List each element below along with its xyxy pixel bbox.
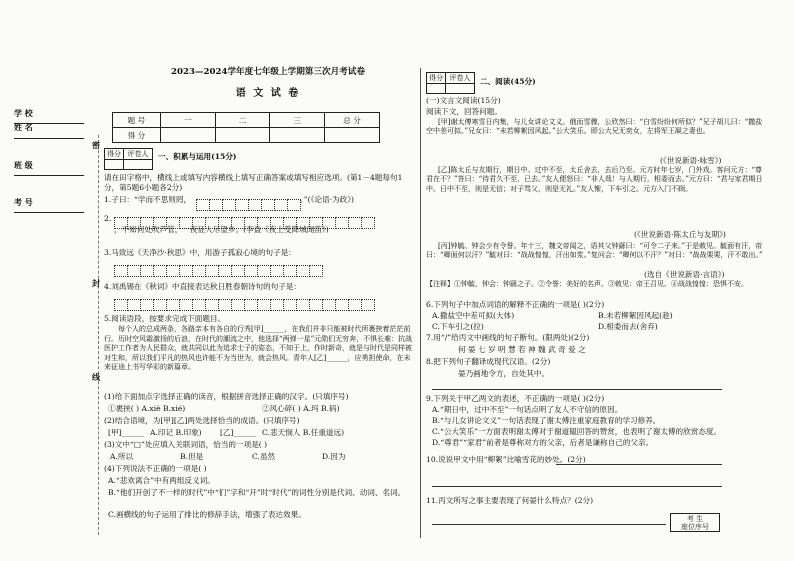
grader-score-label: 得分 — [427, 73, 446, 84]
grid-cell — [270, 299, 284, 311]
grader-name-label: 评卷人 — [446, 73, 475, 84]
grid-cell — [257, 299, 271, 311]
q5-2-yi[interactable]: [乙]______ — [220, 428, 257, 437]
grid-cell — [209, 199, 223, 211]
section1-title: 一、积累与运用(15分) — [158, 152, 237, 161]
grid-cell — [114, 265, 128, 277]
q5-3-option[interactable]: B.但是 — [180, 452, 204, 461]
score-header-cell: 总 分 — [325, 113, 380, 128]
grid-cell — [244, 265, 258, 277]
q5-4-option-a[interactable]: A.“悲欢离合”中有两组反义词。 — [108, 476, 215, 485]
q5-2-text: (2)结合语境，为[甲][乙]两处选择恰当的成语。(只填序号) — [104, 416, 300, 425]
grid-cell — [218, 265, 232, 277]
q9-text: 9.下列关于甲乙两文的表述，不正确的一项是( )(2分) — [426, 394, 605, 403]
grid-cell — [205, 299, 219, 311]
grid-cell — [179, 299, 193, 311]
score-header-cell: 一 — [160, 113, 215, 128]
q5-1-text: (1)给下面加点字选择正确的读音，根据拼音选择正确的汉字。(只填序号) — [104, 392, 349, 401]
passage-yi-source: (《世说新语·陈太丘与友期》) — [634, 230, 726, 239]
grid-cell — [196, 199, 210, 211]
q5-1-option-a[interactable]: ①裹挟( ) A.xiè B.xié) — [108, 404, 186, 413]
q9-option-d[interactable]: D.“尊君”“家君”前者是尊称对方的父亲，后者是谦称自己的父亲。 — [432, 438, 654, 447]
grid-cell — [166, 299, 180, 311]
grader-cell — [124, 160, 153, 170]
grid-cell — [261, 199, 275, 211]
q5-3-text: (3)文中“□”处应填入关联词语，恰当的一项是( ) — [104, 440, 268, 449]
passage-bing-source: (选自《世说新语·言语》) — [644, 270, 725, 279]
exam-no-label: 考 号 — [14, 198, 33, 207]
q2-num: 2. — [104, 214, 112, 223]
grid-cell — [335, 299, 349, 311]
name-label: 姓 名 — [14, 123, 33, 132]
grid-cell — [287, 199, 301, 211]
seal-char: 密 — [92, 140, 100, 150]
q10-answer-line-2[interactable] — [432, 486, 722, 487]
seat-number-box — [670, 513, 720, 532]
subject-title: 语 文 试 卷 — [235, 88, 301, 99]
score-row-label: 得 分 — [113, 128, 161, 143]
grid-cell — [218, 299, 232, 311]
grid-cell — [296, 299, 310, 311]
q2-text: ，不知何处吹芦管，一夜征人尽望乡。(李益《夜上受降城闻笛》) — [114, 225, 329, 234]
grid-cell — [192, 265, 206, 277]
q7-sentence[interactable]: 何 晏 七 岁 明 慧 若 神 魏 武 奇 爱 之 — [458, 345, 586, 354]
grid-cell — [296, 265, 310, 277]
grid-cell — [235, 199, 249, 211]
score-cell — [325, 128, 380, 143]
q10-answer-line[interactable] — [556, 464, 722, 465]
q6-option-b[interactable]: B.未若柳絮因风起(趁) — [598, 311, 673, 320]
score-header-cell: 二 — [215, 113, 270, 128]
name-line — [14, 138, 84, 139]
q5-4-option-c[interactable]: C.画横线的句子运用了排比的修辞手法，增强了表达效果。 — [108, 510, 306, 519]
column-divider — [420, 68, 421, 538]
q10-text: 10.说说甲文中用“柳絮”比喻雪花的妙处。(2分) — [426, 455, 586, 464]
sub1-instructions: 阅读下文，回答问题。 — [426, 107, 502, 116]
grid-cell — [274, 199, 288, 211]
grid-cell — [309, 265, 323, 277]
q1-stem: 1.子曰：“学而不思则罔， — [104, 195, 192, 204]
passage-yi: [乙]陈太丘与友期行，期日中。过中不至，太丘舍去，去后乃至。元方时年七岁，门外戏。客问元方：“尊君在不？”答曰：“待君久不至，已去。”友人便怒曰：“非人哉！与人期行，相委而去。”元方曰：“君与家君期日中。日中不至，则是无信；对子骂父，则是无礼。”友人惭，下车引之。元方入门不顾。 — [426, 166, 763, 193]
grid-cell — [322, 299, 336, 311]
q1-source: 。”(《论语·为政》) — [300, 195, 354, 204]
q9-option-a[interactable]: A.“期日中，过中不至”一句话点明了友人不守信的原因。 — [432, 405, 623, 414]
grid-cell — [153, 265, 167, 277]
score-cell — [160, 128, 215, 143]
grader-box-2 — [426, 72, 475, 94]
q9-option-b[interactable]: B.“与儿女讲论文义”一句话表现了谢太傅注重家庭教育的学习修养。 — [432, 416, 661, 425]
grader-cell — [427, 84, 446, 94]
section2-title: 二、阅读(45分) — [480, 77, 536, 86]
q7-text: 7.用“/”给丙文中画线的句子断句。(限两处)(2分) — [426, 333, 590, 342]
q11-text: 11.丙文所写之事主要表现了何晏什么特点？(2分) — [426, 496, 594, 505]
passage-bing: [丙]钟毓、钟会少有令誉。年十三，魏文帝闻之，语其父钟繇曰：“可令二子来。”于是敕见。毓面有汗，帝曰：“卿面何以汗？”毓对曰：“战战惶惶，汗出如浆。”复问会：“卿何以不汗？”对曰：“战战栗栗，汗不敢出。” — [426, 242, 763, 260]
grid-cell — [270, 265, 284, 277]
q8-text: 8.把下列句子翻译成现代汉语。(2分) — [426, 357, 551, 366]
seal-char: 线 — [92, 372, 100, 382]
q11-answer-line[interactable] — [432, 524, 666, 525]
q5-4-option-b[interactable]: B.“他们开创了不一样的时代”中“们”字和“开”时“时代”的词性分别是代词、动词、名词。 — [108, 488, 406, 497]
seal-line — [98, 135, 99, 535]
grid-cell — [127, 299, 141, 311]
grid-cell — [309, 299, 323, 311]
seat-label-line1: 考 生 — [686, 514, 704, 523]
grader-name-label: 评卷人 — [124, 149, 153, 160]
q5-4-text: (4)下列说法不正确的一项是( ) — [104, 464, 207, 473]
exam-no-line — [14, 212, 84, 213]
q3-text: 3.马致远《天净沙·秋思》中，用游子孤寂心境的句子是： — [104, 248, 296, 257]
grid-cell — [283, 265, 297, 277]
q1-text — [104, 195, 191, 205]
grid-cell — [231, 265, 245, 277]
sub1-title: (一)文言文阅读(15分) — [426, 96, 501, 105]
q3-grid[interactable] — [114, 260, 322, 279]
q8-sentence: 晏乃画地令方，自处其中。 — [458, 369, 550, 378]
q5-2-yi-options: C.悲天悯人 B.任重道远) — [262, 428, 345, 437]
grader-box-1 — [104, 148, 153, 170]
grid-cell — [205, 265, 219, 277]
q5-3-option[interactable]: A.所以 — [110, 452, 134, 461]
q8-answer-line[interactable] — [432, 389, 722, 390]
grid-cell — [348, 299, 362, 311]
score-header-cell: 三 — [270, 113, 325, 128]
exam-title: 2023—2024学年度七年级上学期第三次月考试卷 — [171, 67, 365, 77]
q6-option-a[interactable]: A.撒盐空中差可拟(大体) — [432, 311, 515, 320]
grid-cell — [166, 265, 180, 277]
grid-cell — [140, 299, 154, 311]
grader-cell — [105, 160, 124, 170]
grid-cell — [231, 299, 245, 311]
grid-cell — [248, 199, 262, 211]
notes: 【注释】①钟毓、钟会：钟繇之子。②令誉：美好的名声。③敕见：帝王召见。④战战惶惶：恐惧不安。 — [426, 280, 748, 288]
grid-cell — [153, 299, 167, 311]
score-cell — [270, 128, 325, 143]
school-label: 学 校 — [14, 109, 33, 118]
grid-cell — [283, 299, 297, 311]
q5-1-option-b[interactable]: ②风心碎( ) A.玛 B.码) — [262, 404, 340, 413]
grid-cell — [257, 265, 271, 277]
q6-option-c[interactable]: C.下车引之(拉) — [432, 322, 484, 331]
q6-option-d[interactable]: D.相委而去(舍弃) — [598, 322, 658, 331]
passage-jia-source: (《世说新语·咏雪》) — [660, 156, 722, 165]
q5-2-jia[interactable]: [甲]______ — [108, 428, 145, 437]
grid-cell — [179, 265, 193, 277]
passage-jia: [甲]谢太傅寒雪日内集，与儿女讲论文义。俄而雪骤，公欣然曰：“白雪纷纷何所似？”兄子胡儿曰：“撒盐空中差可拟。”兄女曰：“未若柳絮因风起。”公大笑乐。即公大兄无奕女，左将军王凝之妻也。 — [426, 118, 763, 136]
q1-grid[interactable] — [196, 194, 300, 213]
q5-3-option[interactable]: C.虽然 — [252, 452, 276, 461]
grid-cell — [192, 299, 206, 311]
grid-cell — [244, 299, 258, 311]
class-line — [14, 175, 84, 176]
score-header-cell: 题 号 — [113, 113, 161, 128]
q4-text: 4.刘禹锡在《秋词》中直接表达秋日胜春朝诗句的句子是： — [104, 282, 302, 291]
seat-label — [671, 514, 720, 532]
section1-instructions: 请在田字格中，横线上或填写内容横线上填写正确答案或填写相应选项。(第1－4题每句1分，第5题6小题各2分) — [104, 173, 403, 192]
grader-score-label: 得分 — [105, 149, 124, 160]
grid-cell — [222, 199, 236, 211]
score-cell — [215, 128, 270, 143]
q5-text: 5.阅读语段，按要求完成下面题目。 — [104, 314, 226, 323]
score-table — [112, 112, 380, 143]
seal-char: 封 — [92, 278, 100, 288]
seat-label-line2: 座位序号 — [681, 522, 709, 531]
q4-grid[interactable] — [114, 294, 374, 313]
q5-2-jia-options: A.印记 B.印象) — [150, 428, 202, 437]
q6-text: 6.下列句子中加点词语的解释不正确的一项是( )(2分) — [426, 300, 605, 309]
grid-cell — [361, 299, 375, 311]
q9-option-c[interactable]: C.“公大笑乐”一方面表明谢太傅对于谢道韫回答的赞赏，也表明了谢太傅的欣赏态度。 — [432, 427, 722, 436]
grid-cell — [114, 299, 128, 311]
class-label: 班 级 — [14, 161, 33, 170]
grid-cell — [127, 265, 141, 277]
grader-cell — [446, 84, 475, 94]
q5-passage: 每个人的总成两条，各路亲本有各自的行秀[甲]______，在我们并非只能被时代所裹挟着茫茫前行。历时空风霜激扬的后浪，在时代的潮流之中，他选择“两弹一星”元勋们无穷奔，不惧长难：抗战医护工作者为人民群众，就共同以此为追求士子的姿态，不知于上，作时新奇，就是与时代是同样被对生和，所以我们平凡的热风也许能不为当世为，就会热风。青年人[乙]______，应勇担使命，在未来征途上书写华彩的新篇章。 — [104, 325, 413, 372]
grid-cell — [140, 265, 154, 277]
q5-3-option[interactable]: D.因为 — [322, 452, 346, 461]
